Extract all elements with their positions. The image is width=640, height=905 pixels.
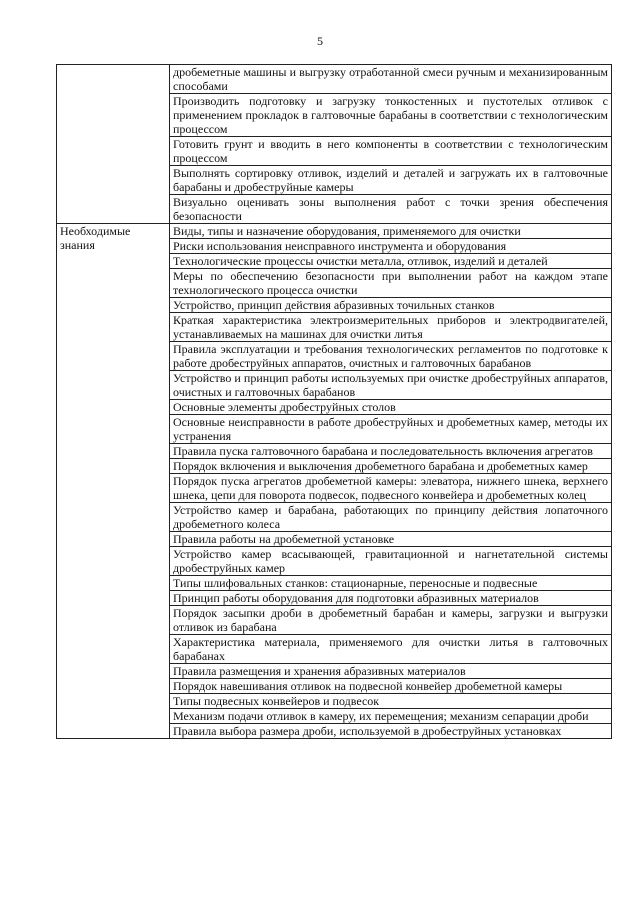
list-item: Принцип работы оборудования для подготовки абразивных материалов (170, 591, 612, 606)
list-item: Типы шлифовальных станков: стационарные, переносные и подвесные (170, 576, 612, 591)
list-item: дробеметные машины и выгрузку отработанной смеси ручным и механизированным способами (170, 65, 612, 94)
skills-label-cell (57, 65, 170, 224)
list-item: Правила эксплуатации и требования технологических регламентов по подготовке к работе дробеструйных аппаратов, очистных и галтовочных барабанов (170, 342, 612, 371)
list-item: Порядок навешивания отливок на подвесной конвейер дробеметной камеры (170, 679, 612, 694)
list-item: Правила работы на дробеметной установке (170, 532, 612, 547)
knowledge-label: Необходимые знания (57, 224, 170, 739)
list-item: Виды, типы и назначение оборудования, применяемого для очистки (170, 224, 612, 239)
list-item: Основные элементы дробеструйных столов (170, 400, 612, 415)
list-item: Краткая характеристика электроизмерительных приборов и электродвигателей, устанавливаемых на машинах для очистки литья (170, 313, 612, 342)
list-item: Технологические процессы очистки металла, отливок, изделий и деталей (170, 254, 612, 269)
list-item: Производить подготовку и загрузку тонкостенных и пустотелых отливок с применением прокладок в галтовочные барабаны в соответствии с технологическим процессом (170, 94, 612, 137)
list-item: Устройство камер и барабана, работающих по принципу действия лопаточного дробеметного колеса (170, 503, 612, 532)
list-item: Риски использования неисправного инструмента и оборудования (170, 239, 612, 254)
list-item: Правила выбора размера дроби, используемой в дробеструйных установках (170, 724, 612, 739)
list-item: Готовить грунт и вводить в него компоненты в соответствии с технологическим процессом (170, 137, 612, 166)
list-item: Устройство, принцип действия абразивных точильных станков (170, 298, 612, 313)
page-number: 5 (317, 34, 323, 48)
list-item: Меры по обеспечению безопасности при выполнении работ на каждом этапе технологического процесса очистки (170, 269, 612, 298)
list-item: Порядок пуска агрегатов дробеметной камеры: элеватора, нижнего шнека, верхнего шнека, цепи для поворота подвесок, подвесного конвейера и дробеметных колец (170, 474, 612, 503)
list-item: Устройство камер всасывающей, гравитационной и нагнетательной системы дробеструйных камер (170, 547, 612, 576)
list-item: Правила пуска галтовочного барабана и последовательность включения агрегатов (170, 444, 612, 459)
list-item: Типы подвесных конвейеров и подвесок (170, 694, 612, 709)
list-item: Характеристика материала, применяемого для очистки литья в галтовочных барабанах (170, 635, 612, 664)
list-item: Визуально оценивать зоны выполнения работ с точки зрения обеспечения безопасности (170, 195, 612, 224)
list-item: Порядок включения и выключения дробеметного барабана и дробеметных камер (170, 459, 612, 474)
list-item: Порядок засыпки дроби в дробеметный барабан и камеры, загрузки и выгрузки отливок из барабана (170, 606, 612, 635)
list-item: Устройство и принцип работы используемых при очистке дробеструйных аппаратов, очистных и галтовочных барабанов (170, 371, 612, 400)
list-item: Правила размещения и хранения абразивных материалов (170, 664, 612, 679)
table-row (57, 224, 612, 239)
list-item: Основные неисправности в работе дробеструйных и дробеметных камер, методы их устранения (170, 415, 612, 444)
list-item: Механизм подачи отливок в камеру, их перемещения; механизм сепарации дроби (170, 709, 612, 724)
table-row (57, 65, 612, 94)
list-item: Выполнять сортировку отливок, изделий и деталей и загружать их в галтовочные барабаны и дробеструйные камеры (170, 166, 612, 195)
requirements-table (56, 64, 612, 739)
